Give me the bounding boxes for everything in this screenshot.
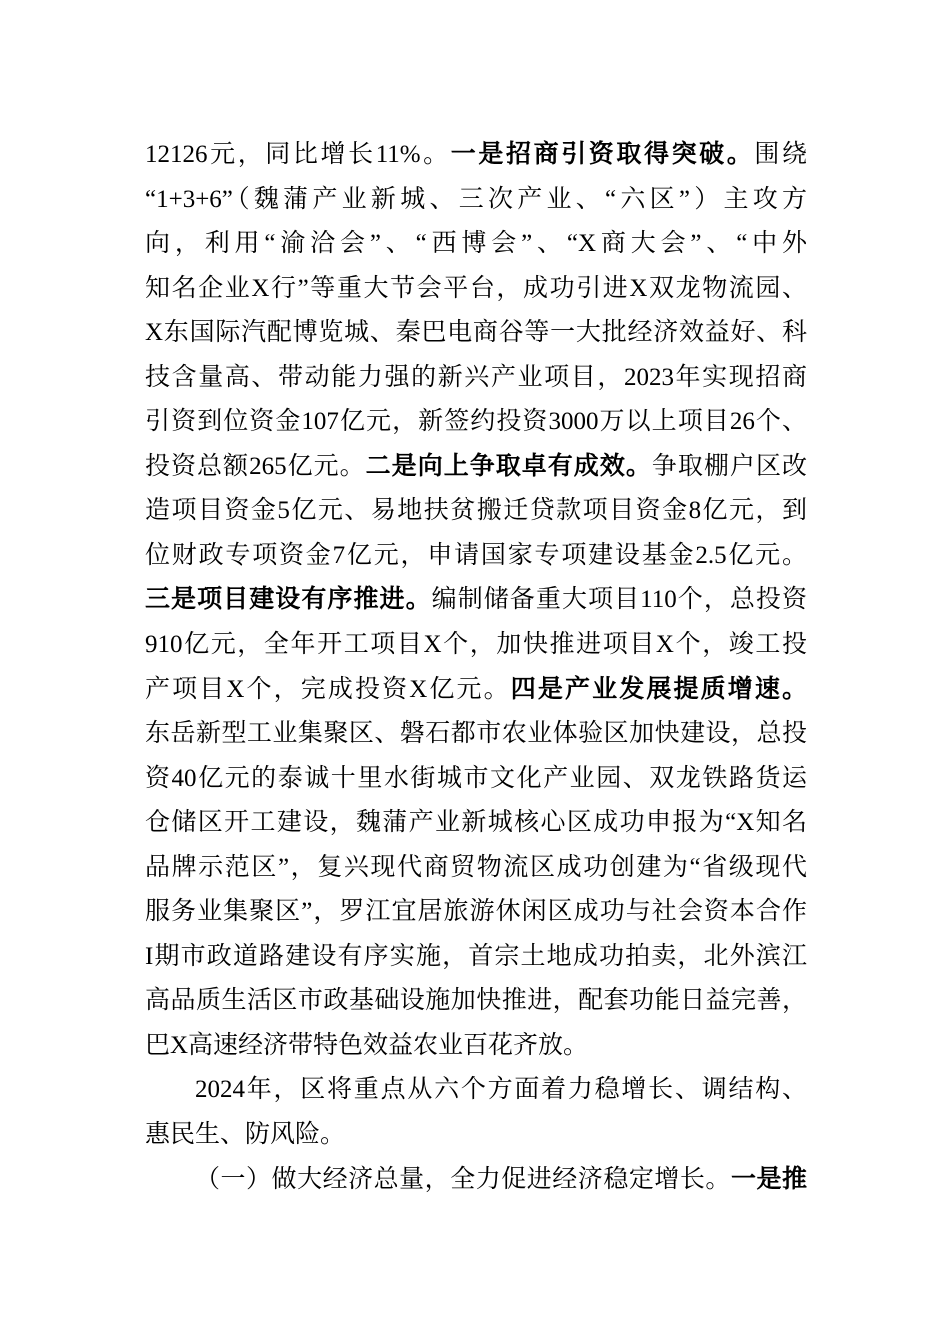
- text-line: [145, 578, 807, 623]
- paragraph: [145, 1158, 807, 1203]
- body-text: 910亿元，全年开工项目X个，加快推进项目X个，竣工投: [145, 631, 807, 659]
- text-line: [145, 400, 807, 445]
- text-line: [145, 489, 807, 534]
- text-line: [145, 445, 807, 490]
- bold-heading-text: 三是项目建设有序推进。: [145, 586, 432, 614]
- paragraph: [145, 1068, 807, 1157]
- body-text: 知名企业X行”等重大节会平台，成功引进X双龙物流园、: [145, 274, 807, 302]
- body-text: 产项目X个，完成投资X亿元。: [145, 675, 511, 703]
- body-text: 向，利用“渝洽会”、“西博会”、“X商大会”、“中外: [145, 230, 807, 258]
- bold-heading-text: 一是招商引资取得突破。: [450, 141, 755, 168]
- body-text: 编制储备重大项目110个，总投资: [431, 586, 807, 614]
- text-line: [145, 178, 807, 223]
- text-line: [145, 668, 807, 713]
- body-text: 资40亿元的泰诚十里水街城市文化产业园、双龙铁路货运: [145, 764, 807, 792]
- text-line: [145, 133, 807, 178]
- body-text: 东岳新型工业集聚区、磐石都市农业体验区加快建设，总投: [145, 720, 807, 748]
- body-text: 2024年，区将重点从六个方面着力稳增长、调结构、: [195, 1076, 807, 1104]
- paragraph: [145, 133, 807, 1068]
- text-line: [145, 1024, 807, 1069]
- text-line: [145, 1068, 807, 1113]
- body-text: I期市政道路建设有序实施，首宗土地成功拍卖，北外滨江: [145, 942, 807, 970]
- body-text: （一）做大经济总量，全力促进经济稳定增长。: [195, 1165, 731, 1193]
- text-line: [145, 1158, 807, 1203]
- body-text: X东国际汽配博览城、秦巴电商谷等一大批经济效益好、科: [145, 319, 807, 347]
- text-line: [145, 935, 807, 980]
- text-line: [145, 267, 807, 312]
- text-line: [145, 311, 807, 356]
- body-text: 投资总额265亿元。: [145, 452, 366, 480]
- body-text: 引资到位资金107亿元，新签约投资3000万以上项目26个、: [145, 408, 807, 436]
- bold-heading-text: 二是向上争取卓有成效。: [365, 452, 652, 480]
- body-text: 争取棚户区改: [651, 452, 807, 480]
- text-line: [145, 846, 807, 891]
- text-line: [145, 890, 807, 935]
- text-line: [145, 979, 807, 1024]
- text-line: [145, 534, 807, 579]
- body-text: 品牌示范区”，复兴现代商贸物流区成功创建为“省级现代: [145, 853, 807, 881]
- body-text: 造项目资金5亿元、易地扶贫搬迁贷款项目资金8亿元，到: [145, 497, 807, 525]
- text-line: [145, 1113, 807, 1158]
- text-line: [145, 712, 807, 757]
- body-text: 服务业集聚区”，罗江宜居旅游休闲区成功与社会资本合作: [145, 898, 807, 926]
- bold-heading-text: 四是产业发展提质增速。: [510, 675, 807, 703]
- body-text: 技含量高、带动能力强的新兴产业项目，2023年实现招商: [145, 363, 807, 391]
- body-text: 巴X高速经济带特色效益农业百花齐放。: [145, 1031, 589, 1059]
- text-line: [145, 356, 807, 401]
- body-text: 位财政专项资金7亿元，申请国家专项建设基金2.5亿元。: [145, 541, 807, 569]
- bold-heading-text: 一是推: [730, 1165, 807, 1193]
- text-line: [145, 801, 807, 846]
- text-line: [145, 757, 807, 802]
- document-body: [145, 133, 807, 1202]
- body-text: 高品质生活区市政基础设施加快推进，配套功能日益完善，: [145, 987, 807, 1015]
- body-text: “1+3+6”（魏蒲产业新城、三次产业、“六区”）主攻方: [145, 185, 807, 213]
- body-text: 惠民生、防风险。: [145, 1121, 346, 1149]
- body-text: 仓储区开工建设，魏蒲产业新城核心区成功申报为“X知名: [145, 809, 807, 837]
- body-text: 围绕: [754, 141, 807, 168]
- text-line: [145, 222, 807, 267]
- body-text: 12126元，同比增长11%。: [145, 141, 451, 168]
- text-line: [145, 623, 807, 668]
